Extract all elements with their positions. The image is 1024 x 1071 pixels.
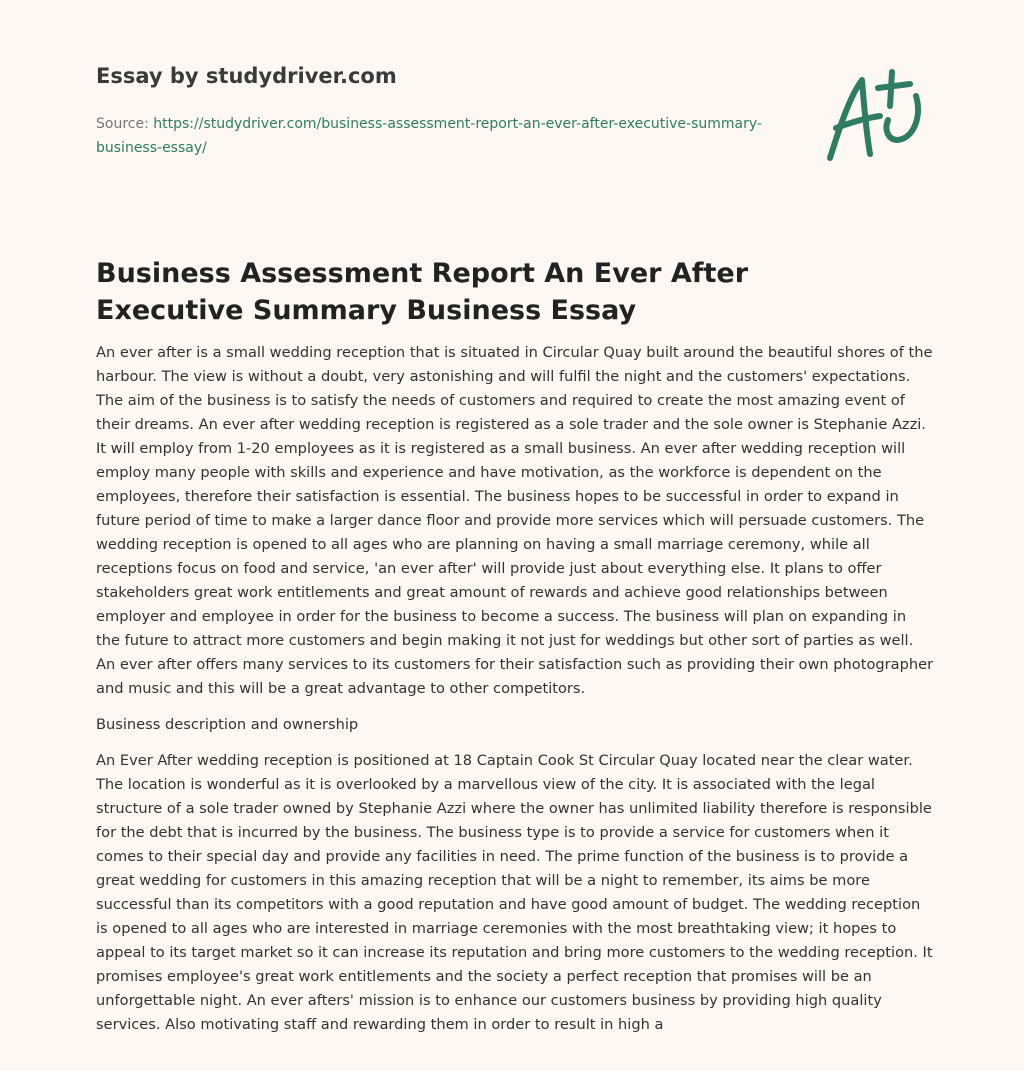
source-link[interactable]: https://studydriver.com/business-assessment-report-an-ever-after-executive-summary-business-essay/ — [96, 116, 762, 156]
source-line — [96, 112, 776, 160]
site-brand: Essay by studydriver.com — [96, 64, 397, 88]
article-body — [96, 341, 934, 1037]
a-plus-logo-icon — [818, 66, 928, 166]
article — [96, 255, 934, 1049]
section-heading: Business description and ownership — [96, 716, 359, 733]
paragraph: An Ever After wedding reception is positioned at 18 Captain Cook St Circular Quay located near the clear water. The location is wonderful as it is overlooked by a marvellous view of the city. It is associated with the legal structure of a sole trader owned by Stephanie Azzi where the owner has unlimited liability therefore is responsible for the debt that is incurred by the business. The business type is to provide a service for customers when it comes to their special day and provide any facilities in need. The prime function of the business is to provide a great wedding for customers in this amazing reception that will be a night to remember, its aims be more successful than its competitors with a good reputation and have good amount of budget. The wedding reception is opened to all ages who are interested in marriage ceremonies with the most breathtaking view; it hopes to appeal to its target market so it can increase its reputation and bring more customers to the wedding reception. It promises employee's great work entitlements and the society a perfect reception that promises will be an unforgettable night. An ever afters' mission is to enhance our customers business by providing high quality services. Also motivating staff and rewarding them in order to result in high a — [96, 752, 933, 1033]
paragraph: An ever after is a small wedding reception that is situated in Circular Quay built around the beautiful shores of the harbour. The view is without a doubt, very astonishing and will fulfil the night and the customers' expectations. The aim of the business is to satisfy the needs of customers and required to create the most amazing event of their dreams. An ever after wedding reception is registered as a sole trader and the sole owner is Stephanie Azzi. It will employ from 1-20 employees as it is registered as a small business. An ever after wedding reception will employ many people with skills and experience and have motivation, as the workforce is dependent on the employees, therefore their satisfaction is essential. The business hopes to be successful in order to expand in future period of time to make a larger dance floor and provide more services which will persuade customers. The wedding reception is opened to all ages who are planning on having a small marriage ceremony, while all receptions focus on food and service, 'an ever after' will provide just about everything else. It plans to offer stakeholders great work entitlements and great amount of rewards and achieve good relationships between employer and employee in order for the business to become a success. The business will plan on expanding in the future to attract more customers and begin making it not just for weddings but other sort of parties as well. An ever after offers many services to its customers for their satisfaction such as providing their own photographer and music and this will be a great advantage to other competitors. — [96, 344, 934, 697]
article-title: Business Assessment Report An Ever After Executive Summary Business Essay — [96, 258, 749, 326]
source-label: Source: — [96, 116, 154, 132]
